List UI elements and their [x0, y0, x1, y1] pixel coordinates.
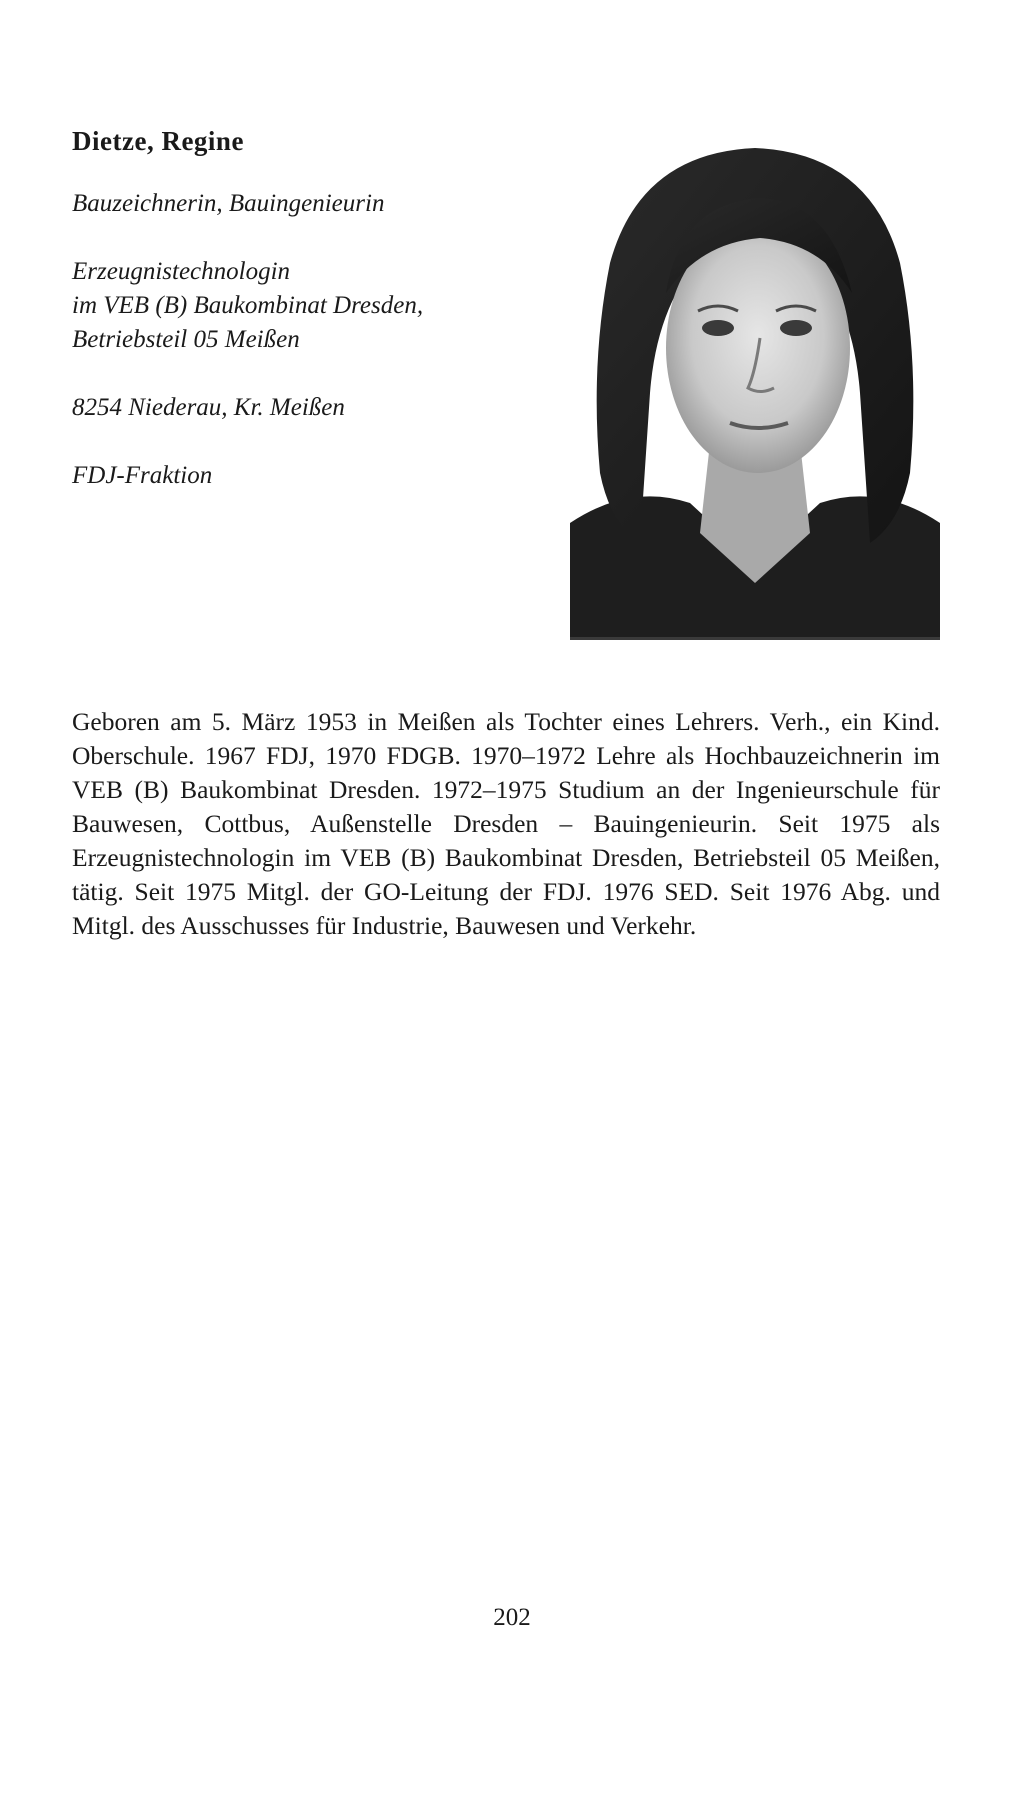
entry-header	[72, 187, 542, 493]
portrait-photo-icon	[570, 143, 940, 640]
entry-faction: FDJ-Fraktion	[72, 462, 213, 489]
entry-address: 8254 Niederau, Kr. Meißen	[72, 394, 345, 421]
entry-position-line-2: im VEB (B) Baukombinat Dresden,	[72, 292, 424, 319]
entry-biography: Geboren am 5. März 1953 in Meißen als Tochter eines Lehrers. Verh., ein Kind. Oberschule. 1967 FDJ, 1970 FDGB. 1970–1972 Lehre als Hochbauzeichnerin im VEB (B) Baukombinat Dresden. 1972–1975 Studium an der Ingenieurschule für Bauwesen, Cottbus, Außenstelle Dresden – Bauingenieurin. Seit 1975 als Erzeugnistechnologin im VEB (B) Baukombinat Dresden, Betriebsteil 05 Meißen, tätig. Seit 1975 Mitgl. der GO-Leitung der FDJ. 1976 SED. Seit 1976 Abg. und Mitgl. des Ausschusses für Industrie, Bauwesen und Verkehr.	[72, 707, 940, 940]
entry-name: Dietze, Regine	[72, 126, 244, 156]
entry-position-line-1: Erzeugnistechnologin	[72, 258, 291, 285]
entry-profession: Bauzeichnerin, Bauingenieurin	[72, 190, 385, 217]
entry-position-line-3: Betriebsteil 05 Meißen	[72, 326, 300, 353]
page-number: 202	[493, 1604, 531, 1631]
